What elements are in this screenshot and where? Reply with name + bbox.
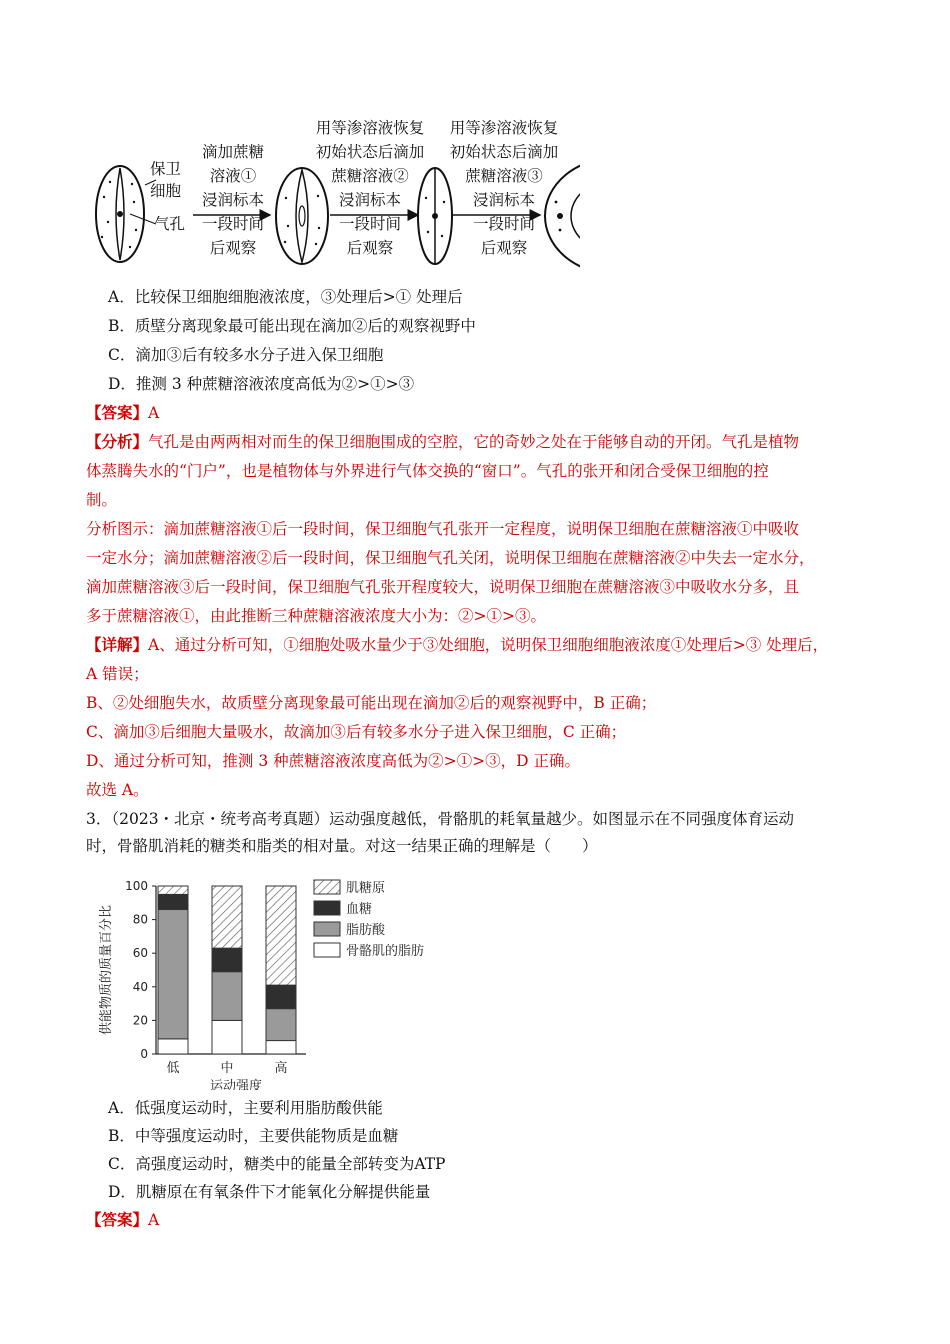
- q3-answer-value: A: [148, 1211, 160, 1229]
- q2-answer-value: A: [148, 404, 160, 422]
- label-guard-cell-line-2: 细胞: [150, 182, 182, 200]
- x-tick-label-1: 中: [220, 1061, 234, 1076]
- bar-0-segment-0: [158, 1039, 188, 1054]
- q2-conclusion: 故选 A。: [86, 781, 149, 799]
- legend-swatch-3: [314, 943, 340, 957]
- step2-text: [300, 116, 440, 260]
- step2-line-6: 后观察: [346, 239, 394, 257]
- q3-option-a: A．低强度运动时，主要利用脂肪酸供能: [108, 1099, 383, 1117]
- step3-line-4: 浸润标本: [472, 191, 535, 209]
- bar-2-segment-0: [266, 1041, 296, 1054]
- bar-2-segment-2: [266, 985, 296, 1009]
- step2-line-4: 浸润标本: [338, 191, 401, 209]
- q2-detail-text-1: A、通过分析可知，①细胞处吸水量少于③处细胞，说明保卫细胞细胞液浓度①处理后>③ 处理后，: [148, 636, 829, 654]
- step3-line-5: 一段时间: [472, 215, 535, 233]
- q2-detail-line-3: B、②处细胞失水，故质壁分离现象最可能出现在滴加②后的观察视野中，B 正确；: [86, 694, 657, 712]
- q2-detail-line-1: [86, 634, 828, 656]
- step1-line-3: 浸润标本: [201, 191, 264, 209]
- q3-stem-line-1: 3．（2023・北京・统考高考真题）运动强度越低，骨骼肌的耗氧量越少。如图显示在不同强度体育运动: [86, 810, 795, 828]
- legend-label-2: 脂肪酸: [346, 923, 386, 938]
- step2-line-2: 初始状态后滴加: [315, 143, 425, 161]
- q3-option-b: B．中等强度运动时，主要供能物质是血糖: [108, 1127, 399, 1145]
- step3-line-6: 后观察: [480, 239, 528, 257]
- y-tick-label-20: 20: [132, 1013, 148, 1028]
- label-guard-cell: [150, 158, 181, 202]
- step1-line-1: 滴加蔗糖: [201, 143, 264, 161]
- q2-analysis-tag: 【分析】: [86, 432, 149, 451]
- step3-line-3: 蔗糖溶液③: [465, 167, 543, 185]
- q2-analysis-line-3: 制。: [86, 491, 118, 509]
- step1-line-2: 溶液①: [209, 167, 257, 185]
- y-tick-label-0: 0: [140, 1047, 148, 1061]
- q2-analysis-line-6: 滴加蔗糖溶液③后一段时间，保卫细胞气孔张开程度较大，说明保卫细胞在蔗糖溶液③中吸收水分多，且: [86, 578, 800, 596]
- step2-line-5: 一段时间: [338, 215, 401, 233]
- step2-line-3: 蔗糖溶液②: [331, 167, 409, 185]
- step1-text: [188, 140, 278, 260]
- energy-source-chart: [96, 870, 456, 1090]
- q3-option-d: D．肌糖原在有氧条件下才能氧化分解提供能量: [108, 1183, 431, 1201]
- q2-analysis-line-4: 分析图示：滴加蔗糖溶液①后一段时间，保卫细胞气孔张开一定程度，说明保卫细胞在蔗糖溶液①中吸收: [86, 520, 800, 538]
- y-axis-label: 供能物质的质量百分比: [99, 904, 114, 1036]
- q2-detail-line-5: D、通过分析可知，推测 3 种蔗糖溶液浓度高低为②>①>③，D 正确。: [86, 752, 580, 770]
- step1-line-4: 一段时间: [201, 215, 264, 233]
- q2-detail-line-2: A 错误；: [86, 665, 149, 683]
- label-stoma: 气孔: [154, 215, 186, 233]
- bar-0-segment-1: [158, 910, 188, 1039]
- legend-label-0: 肌糖原: [346, 881, 386, 896]
- q2-option-a: A．比较保卫细胞细胞液浓度，③处理后>① 处理后: [108, 288, 463, 306]
- q2-option-b: B．质壁分离现象最可能出现在滴加②后的观察视野中: [108, 317, 476, 335]
- bar-1-segment-1: [212, 972, 242, 1021]
- q2-detail-line-4: C、滴加③后细胞大量吸水，故滴加③后有较多水分子进入保卫细胞，C 正确；: [86, 723, 627, 741]
- q2-analysis-line-5: 一定水分；滴加蔗糖溶液②后一段时间，保卫细胞气孔关闭，说明保卫细胞在蔗糖溶液②中失去一定水分，: [86, 549, 815, 567]
- y-tick-label-60: 60: [132, 946, 148, 961]
- legend-label-3: 骨骼肌的脂肪: [346, 944, 425, 959]
- q2-answer: [86, 402, 159, 424]
- x-axis-label: 运动强度: [209, 1079, 263, 1090]
- q2-analysis-line-1: [86, 431, 799, 453]
- q2-option-c: C．滴加③后有较多水分子进入保卫细胞: [108, 346, 384, 364]
- chart-layer: [98, 879, 424, 1090]
- label-guard-cell-line-1: 保卫: [150, 160, 182, 178]
- q2-detail-tag: 【详解】: [86, 635, 149, 654]
- q3-answer-tag: 【答案】: [86, 1210, 149, 1229]
- bar-2-segment-3: [266, 886, 296, 985]
- step3-text: [434, 116, 574, 260]
- bar-1-segment-0: [212, 1020, 242, 1054]
- legend-label-1: 血糖: [346, 902, 373, 917]
- legend-swatch-2: [314, 922, 340, 936]
- bar-1-segment-3: [212, 886, 242, 948]
- y-tick-label-40: 40: [132, 979, 148, 994]
- x-tick-label-2: 高: [274, 1061, 288, 1076]
- step3-line-1: 用等渗溶液恢复: [449, 119, 559, 137]
- bar-0-segment-2: [158, 894, 188, 909]
- q3-answer: [86, 1209, 159, 1231]
- stoma-initial-icon: [96, 166, 144, 262]
- step1-line-5: 后观察: [209, 239, 257, 257]
- step2-line-1: 用等渗溶液恢复: [315, 119, 425, 137]
- q2-analysis-text-1: 气孔是由两两相对而生的保卫细胞围成的空腔，它的奇妙之处在于能够自动的开闭。气孔是植物: [148, 433, 800, 451]
- q2-option-d: D．推测 3 种蔗糖溶液浓度高低为②>①>③: [108, 375, 415, 393]
- bar-1-segment-2: [212, 948, 242, 972]
- q2-analysis-line-2: 体蒸腾失水的“门户”，也是植物体与外界进行气体交换的“窗口”。气孔的张开和闭合受保卫细胞的控: [86, 462, 769, 480]
- step3-line-2: 初始状态后滴加: [449, 143, 559, 161]
- legend-swatch-1: [314, 901, 340, 915]
- q3-stem-line-2: 时，骨骼肌消耗的糖类和脂类的相对量。对这一结果正确的理解是（ ）: [86, 837, 598, 855]
- y-tick-label-100: 100: [125, 879, 148, 893]
- bar-0-segment-3: [158, 886, 188, 894]
- q3-option-c: C．高强度运动时，糖类中的能量全部转变为ATP: [108, 1155, 446, 1173]
- x-tick-label-0: 低: [166, 1061, 180, 1076]
- legend-swatch-0: [314, 880, 340, 894]
- q2-answer-tag: 【答案】: [86, 403, 149, 422]
- y-tick-label-80: 80: [132, 912, 148, 927]
- bar-2-segment-1: [266, 1009, 296, 1041]
- q2-analysis-line-7: 多于蔗糖溶液①，由此推断三种蔗糖溶液浓度大小为：②>①>③。: [86, 607, 546, 625]
- energy-source-chart-svg: [96, 870, 456, 1090]
